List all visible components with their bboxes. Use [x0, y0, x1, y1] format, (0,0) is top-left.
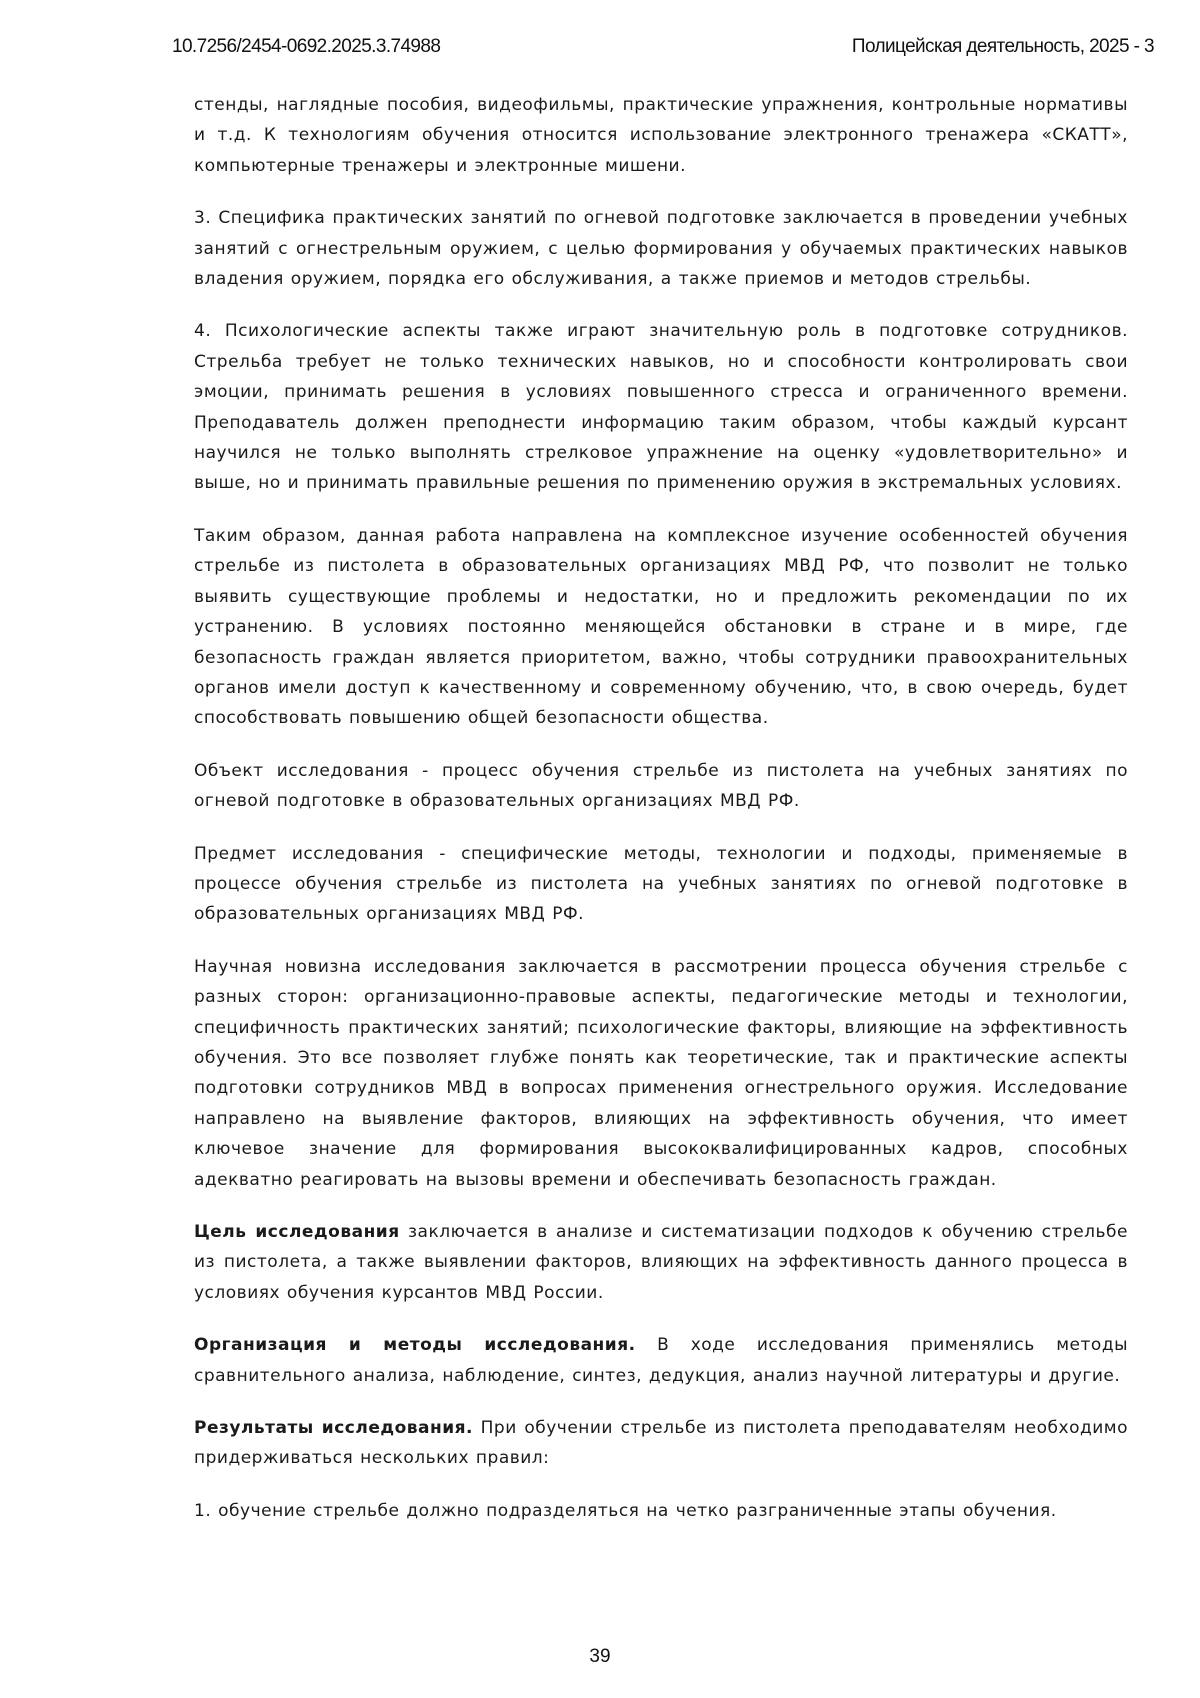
journal-title: Полицейская деятельность, 2025 - 3 [851, 36, 1154, 57]
research-methods-heading: Организация и методы исследования. [194, 1335, 636, 1356]
paragraph-research-subject: Предмет исследования - специфические методы, технологии и подходы, применяемые в процессе обучения стрельбе из пистолета на учебных занятиях по огневой подготовке в образовательных организациях МВД РФ. [194, 843, 1128, 925]
paragraph-research-goal: Цель исследования заключается в анализе и систематизации подходов к обучению стрельбе из пистолета, а также выявлении факторов, влияющих на эффективность данного процесса в условиях обучения курсантов МВД России. [194, 1222, 1128, 1303]
page-number: 39 [589, 1646, 611, 1667]
paragraph-research-results: Результаты исследования. При обучении стрельбе из пистолета преподавателям необходимо придерживаться нескольких правил: [194, 1418, 1128, 1469]
paragraph-rule-1: 1. обучение стрельбе должно подразделяться на четко разграниченные этапы обучения. [194, 1500, 1057, 1521]
paragraph-research-methods: Организация и методы исследования. В ходе исследования применялись методы сравнительного анализа, наблюдение, синтез, дедукция, анализ научной литературы и другие. [194, 1335, 1129, 1386]
research-goal-heading: Цель исследования [194, 1222, 400, 1242]
paragraph-training-aids: стенды, наглядные пособия, видеофильмы, практические упражнения, контрольные нормативы и т.д. К технологиям обучения относится использование электронного тренажера «СКАТТ», компьютерные тренажеры и электронные мишени. [194, 95, 1128, 176]
article-body [194, 90, 1128, 1548]
research-results-heading: Результаты исследования. [194, 1418, 474, 1439]
paragraph-psychological-aspects: 4. Психологические аспекты также играют значительную роль в подготовке сотрудников. Стрельба требует не только технических навыков, но и способности контролировать свои эмоции, принимать решения в условиях повышенного стресса и ограниченного времени. Преподаватель должен преподнести информацию таким образом, чтобы каждый курсант научился не только выполнять стрелковое упражнение на оценку «удовлетворительно» и выше, но и принимать правильные решения по применению оружия в экстремальных условиях. [194, 321, 1128, 494]
doi-label: 10.7256/2454-0692.2025.3.74988 [172, 36, 441, 57]
paragraph-scientific-novelty: Научная новизна исследования заключается в рассмотрении процесса обучения стрельбе с разных сторон: организационно-правовые аспекты, педагогические методы и технологии, специфичность практических занятий; психологические факторы, влияющие на эффективность обучения. Это все позволяет глубже понять как теоретические, так и практические аспекты подготовки сотрудников МВД в вопросах применения огнестрельного оружия. Исследование направлено на выявление факторов, влияющих на эффективность обучения, что имеет ключевое значение для формирования высококвалифицированных кадров, способных адекватно реагировать на вызовы времени и обеспечивать безопасность граждан. [194, 956, 1128, 1190]
paragraph-conclusion-intro: Таким образом, данная работа направлена на комплексное изучение особенностей обучения стрельбе из пистолета в образовательных организациях МВД РФ, что позволит не только выявить существующие проблемы и недостатки, но и предложить рекомендации по их устранению. В условиях постоянно меняющейся обстановки в стране и в мире, где безопасность граждан является приоритетом, важно, чтобы сотрудники правоохранительных органов имели доступ к качественному и современному обучению, что, в свою очередь, будет способствовать повышению общей безопасности общества. [194, 525, 1128, 729]
paragraph-research-object: Объект исследования - процесс обучения стрельбе из пистолета на учебных занятиях по огневой подготовке в образовательных организациях МВД РФ. [194, 760, 1128, 812]
page-header [0, 36, 1200, 62]
paragraph-practical-specifics: 3. Специфика практических занятий по огневой подготовке заключается в проведении учебных занятий с огнестрельным оружием, с целью формирования у обучаемых практических навыков владения оружием, порядка его обслуживания, а также приемов и методов стрельбы. [194, 208, 1128, 290]
